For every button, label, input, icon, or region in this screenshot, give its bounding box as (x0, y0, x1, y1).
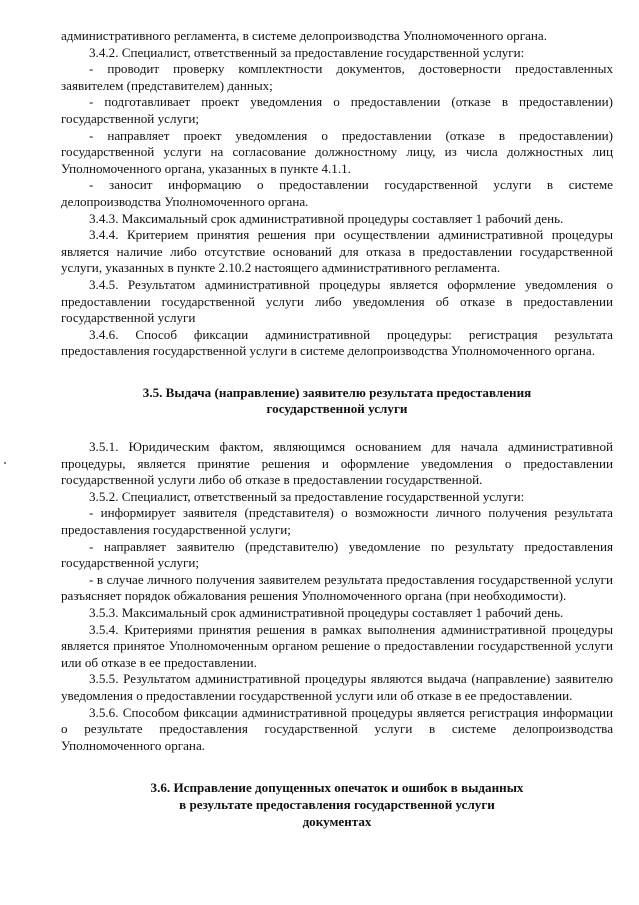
paragraph-3-5-1: 3.5.1. Юридическим фактом, являющимся основанием для начала административной процедуры, является принятие решения и оформление уведомления о предоставлении государственной услуги либо об отказе в предоставлении государственной. (61, 439, 613, 488)
section-heading-3-5-line1: 3.5. Выдача (направление) заявителю результата предоставления (142, 384, 532, 400)
list-item-send-notice: - направляет заявителю (представителю) уведомление по результату предоставления государственной услуги; (61, 538, 613, 571)
list-item-prepare-notice: - подготавливает проект уведомления о предоставлении (отказе в предоставлении) государственной услуги; (61, 94, 613, 126)
list-item-inform-applicant: - информирует заявителя (представителя) о возможности личного получения результата предоставления государственной услуги; (61, 505, 613, 538)
paragraph-3-4-2: 3.4.2. Специалист, ответственный за предоставление государственной услуги: (89, 44, 525, 60)
section-heading-3-5-line2: государственной услуги (266, 401, 408, 417)
list-item-register-info: - заносит информацию о предоставлении государственной услуги в системе делопроизводства Уполномоченного органа. (61, 177, 613, 209)
paragraph-3-4-5: 3.4.5. Результатом административной процедуры является оформление уведомления о предоставлении государственной услуги либо уведомления об отказе в предоставлении государственной услуги (61, 276, 613, 326)
section-heading-3-6-line1: 3.6. Исправление допущенных опечаток и ошибок в выданных (150, 780, 524, 796)
paragraph-3-4-4: 3.4.4. Критерием принятия решения при осуществлении административной процедуры является наличие либо отсутствие оснований для отказа в предоставлении государственной услуги, указанных в пункте 2.10.2 настоящего административного регламента. (61, 227, 613, 276)
paragraph-3-5-2: 3.5.2. Специалист, ответственный за предоставление государственной услуги: (89, 488, 525, 504)
list-item-check-documents: - проводит проверку комплектности документов, достоверности предоставленных заявителем (представителем) данных; (61, 61, 613, 93)
paragraph-3-4-6: 3.4.6. Способ фиксации административной процедуры: регистрация результата предоставления государственной услуги в системе делопроизводства Уполномоченного органа. (61, 326, 613, 359)
section-heading-3-6-line3: документах (302, 813, 372, 829)
paragraph-continuation: административного регламента, в системе делопроизводства Уполномоченного органа. (61, 28, 547, 43)
paragraph-3-5-4: 3.5.4. Критериями принятия решения в рамках выполнения административной процедуры является принятое Уполномоченным органом решение о предоставлении государственной услуги или об отказе в ее предоставлении. (61, 621, 613, 670)
paragraph-3-4-3: 3.4.3. Максимальный срок административной процедуры составляет 1 рабочий день. (89, 210, 564, 226)
list-item-send-for-approval: - направляет проект уведомления о предоставлении (отказе в предоставлении) государственной услуги на согласование должностному лицу, из числа должностных лиц Уполномоченного органа, указанных в пункте 4.1.1. (61, 127, 613, 176)
document-page (61, 28, 613, 830)
paragraph-3-5-6: 3.5.6. Способом фиксации административной процедуры является регистрация информации о результате предоставления государственной услуги в системе делопроизводства Уполномоченного органа. (61, 704, 613, 753)
paragraph-3-5-5: 3.5.5. Результатом административной процедуры являются выдача (направление) заявителю уведомления о предоставлении государственной услуги или об отказе в ее предоставлении. (61, 671, 613, 703)
list-item-explain-appeal: - в случае личного получения заявителем результата предоставления государственной услуги разъясняет порядок обжалования решения Уполномоченного органа (при необходимости). (61, 571, 613, 604)
paragraph-3-5-3: 3.5.3. Максимальный срок административной процедуры составляет 1 рабочий день. (89, 605, 564, 620)
scan-artifact-dot (4, 462, 6, 464)
section-heading-3-6-line2: в результате предоставления государственной услуги (179, 796, 495, 812)
